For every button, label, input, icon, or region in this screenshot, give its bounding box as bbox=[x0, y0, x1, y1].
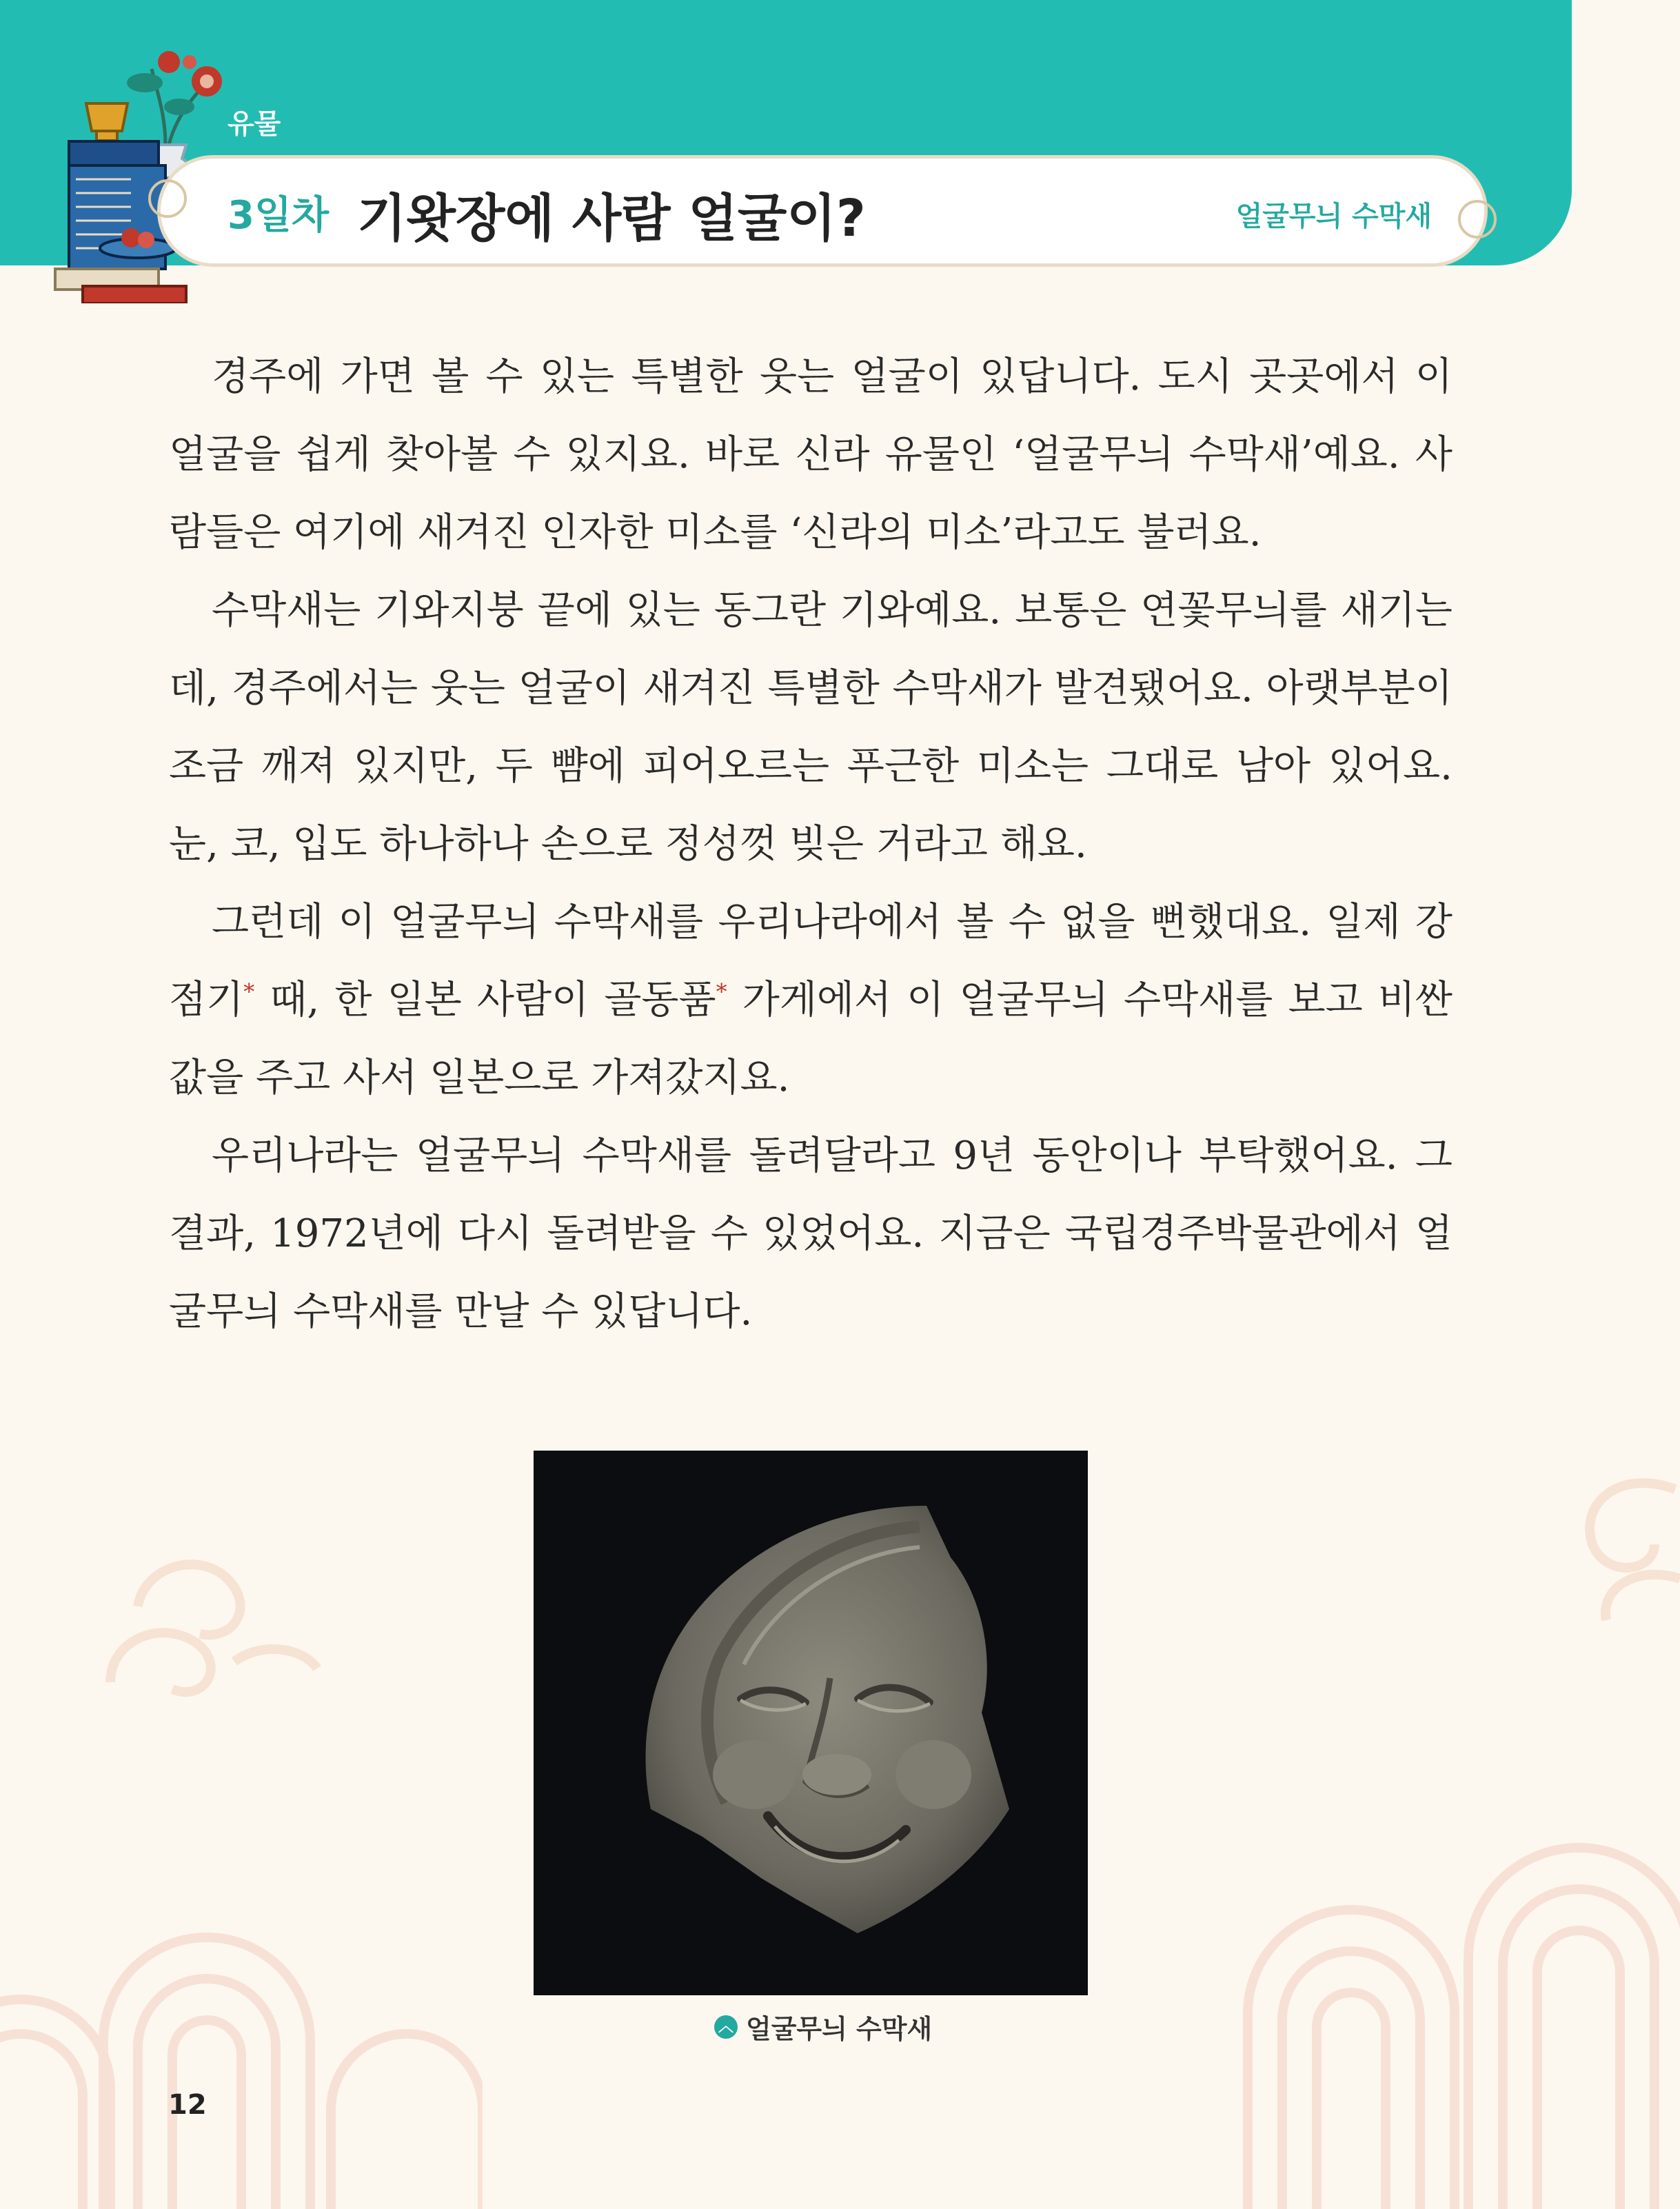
figure-caption-text: 얼굴무늬 수막새 bbox=[746, 2014, 933, 2044]
footnote-mark: * bbox=[716, 978, 727, 1005]
arch-pattern-right bbox=[1227, 1806, 1680, 2209]
swirl-ornament-right bbox=[1458, 200, 1497, 239]
roof-tile-photo bbox=[534, 1451, 1088, 1995]
chevron-up-icon: ︿ bbox=[714, 2015, 738, 2039]
roof-tile-face-image bbox=[534, 1451, 1088, 1995]
paragraph-3-part-a: 그런데 이 얼굴무늬 수막새를 우리나라에서 볼 수 없을 뻔했대요. 일제 강점기 bbox=[169, 900, 1453, 1022]
page-number: 12 bbox=[168, 2089, 207, 2121]
cloud-pattern-left bbox=[97, 1503, 331, 1710]
body-text bbox=[169, 338, 1453, 1351]
subject-label: 얼굴무늬 수막새 bbox=[1235, 201, 1432, 232]
category-label: 유물 bbox=[227, 108, 281, 140]
figure-caption bbox=[714, 2008, 932, 2046]
paragraph-2: 수막새는 기와지붕 끝에 있는 동그란 기와예요. 보통은 연꽃무늬를 새기는데, 경주에서는 웃는 얼굴이 새겨진 특별한 수막새가 발견됐어요. 아랫부분이 조금 깨져 있지만, 두 뺨에 피어오르는 푸근한 미소는 그대로 남아 있어요. 눈, 코, 입도 하나하나 손으로 정성껏 빚은 거라고 해요. bbox=[169, 588, 1453, 867]
cloud-pattern-right bbox=[1517, 1462, 1680, 1641]
paragraph-1: 경주에 가면 볼 수 있는 특별한 웃는 얼굴이 있답니다. 도시 곳곳에서 이 얼굴을 쉽게 찾아볼 수 있지요. 바로 신라 유물인 ‘얼굴무늬 수막새’예요. 사람들은 여기에 새겨진 인자한 미소를 ‘신라의 미소’라고도 불러요. bbox=[169, 354, 1453, 555]
footnote-mark: * bbox=[243, 978, 255, 1005]
paragraph-3-part-b: 때, 한 일본 사람이 골동품 bbox=[254, 978, 716, 1022]
paragraph-3-part-c: 가게에서 이 얼굴무늬 수막새를 보고 비싼 값을 주고 사서 일본으로 가져갔지요. bbox=[169, 978, 1453, 1100]
paragraph-3 bbox=[169, 883, 1453, 1117]
arch-pattern-left bbox=[0, 1862, 483, 2209]
page-title: 기왓장에 사람 얼굴이? bbox=[357, 189, 866, 248]
day-label: 3일차 bbox=[227, 193, 330, 238]
paragraph-4: 우리나라는 얼굴무늬 수막새를 돌려달라고 9년 동안이나 부탁했어요. 그 결과, 1972년에 다시 돌려받을 수 있었어요. 지금은 국립경주박물관에서 얼굴무늬 수막새를 만날 수 있답니다. bbox=[169, 1133, 1453, 1334]
swirl-ornament-left bbox=[148, 179, 187, 218]
